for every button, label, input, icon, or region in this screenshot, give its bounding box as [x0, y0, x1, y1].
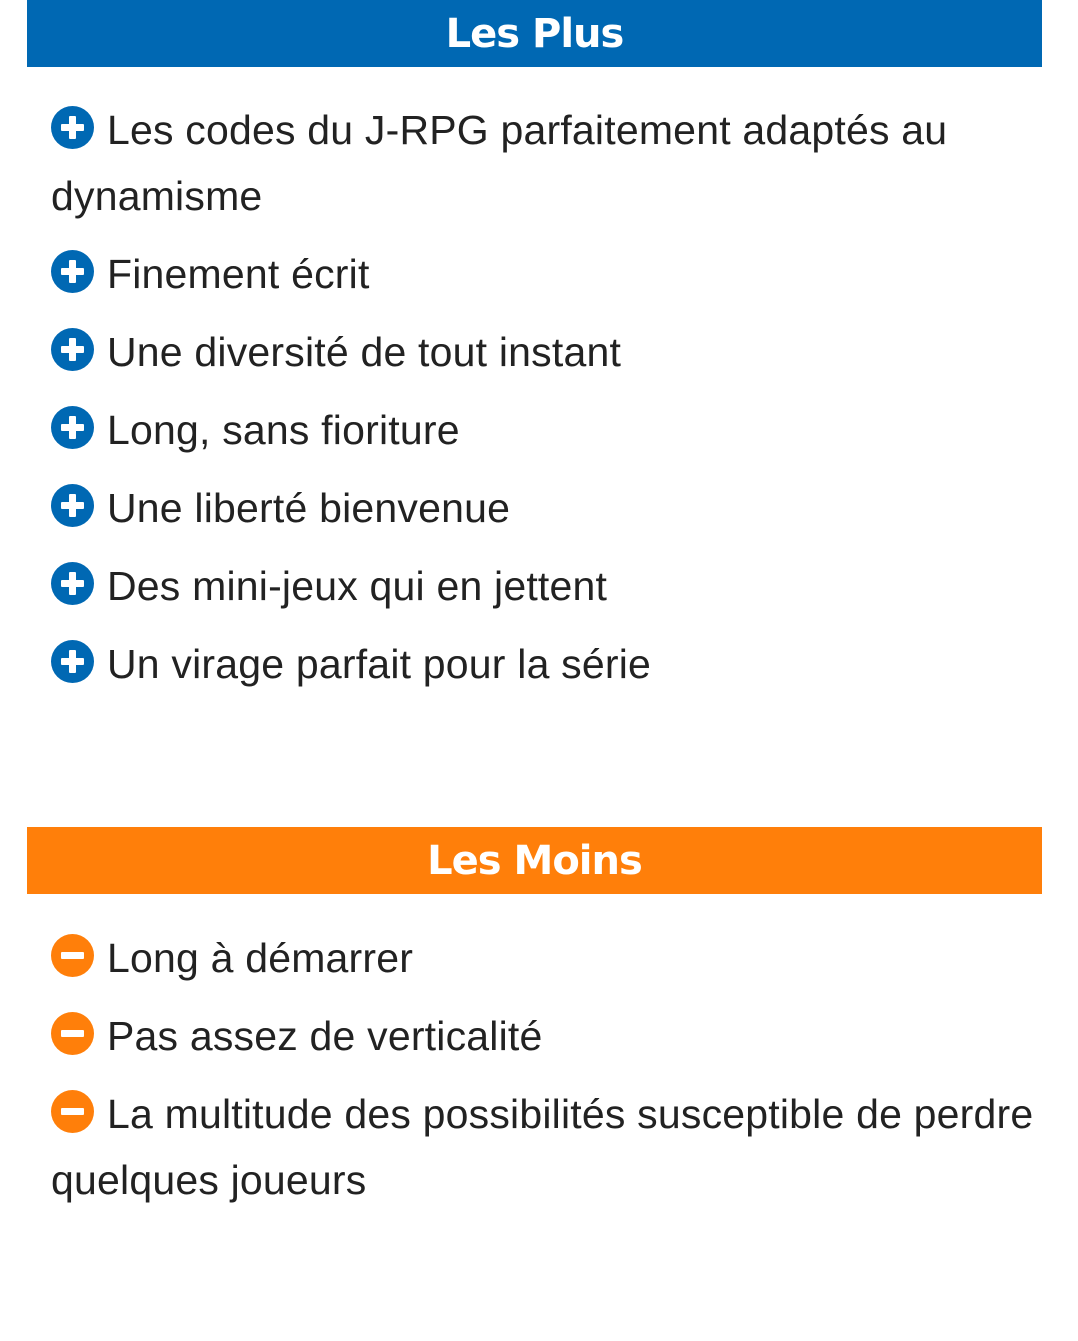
- plus-circle-icon: [51, 250, 94, 293]
- cons-section: [27, 827, 1042, 1225]
- con-item: [27, 925, 1042, 991]
- pro-item: [27, 97, 1042, 229]
- pros-header: Les Plus: [27, 0, 1042, 67]
- cons-list: [27, 894, 1042, 1213]
- con-item-text: La multitude des possibilités susceptible de perdre quelques joueurs: [51, 1091, 1034, 1203]
- pro-item: [27, 631, 1042, 697]
- pro-item-text: Une diversité de tout instant: [107, 329, 622, 375]
- pro-item: [27, 397, 1042, 463]
- plus-circle-icon: [51, 106, 94, 149]
- minus-circle-icon: [51, 934, 94, 977]
- minus-circle-icon: [51, 1012, 94, 1055]
- pro-item-text: Des mini-jeux qui en jettent: [107, 563, 608, 609]
- plus-circle-icon: [51, 406, 94, 449]
- plus-circle-icon: [51, 562, 94, 605]
- plus-circle-icon: [51, 640, 94, 683]
- con-item: [27, 1081, 1042, 1213]
- con-item-text: Pas assez de verticalité: [107, 1013, 543, 1059]
- minus-circle-icon: [51, 1090, 94, 1133]
- pro-item: [27, 475, 1042, 541]
- pros-section: [27, 0, 1042, 709]
- pro-item: [27, 241, 1042, 307]
- pro-item-text: Finement écrit: [107, 251, 370, 297]
- con-item-text: Long à démarrer: [107, 935, 414, 981]
- plus-circle-icon: [51, 484, 94, 527]
- pro-item-text: Long, sans fioriture: [107, 407, 460, 453]
- cons-header: Les Moins: [27, 827, 1042, 894]
- pro-item: [27, 553, 1042, 619]
- pro-item-text: Les codes du J-RPG parfaitement adaptés au dynamisme: [51, 107, 948, 219]
- plus-circle-icon: [51, 328, 94, 371]
- pros-list: [27, 67, 1042, 697]
- pro-item-text: Une liberté bienvenue: [107, 485, 511, 531]
- con-item: [27, 1003, 1042, 1069]
- pro-item: [27, 319, 1042, 385]
- pro-item-text: Un virage parfait pour la série: [107, 641, 652, 687]
